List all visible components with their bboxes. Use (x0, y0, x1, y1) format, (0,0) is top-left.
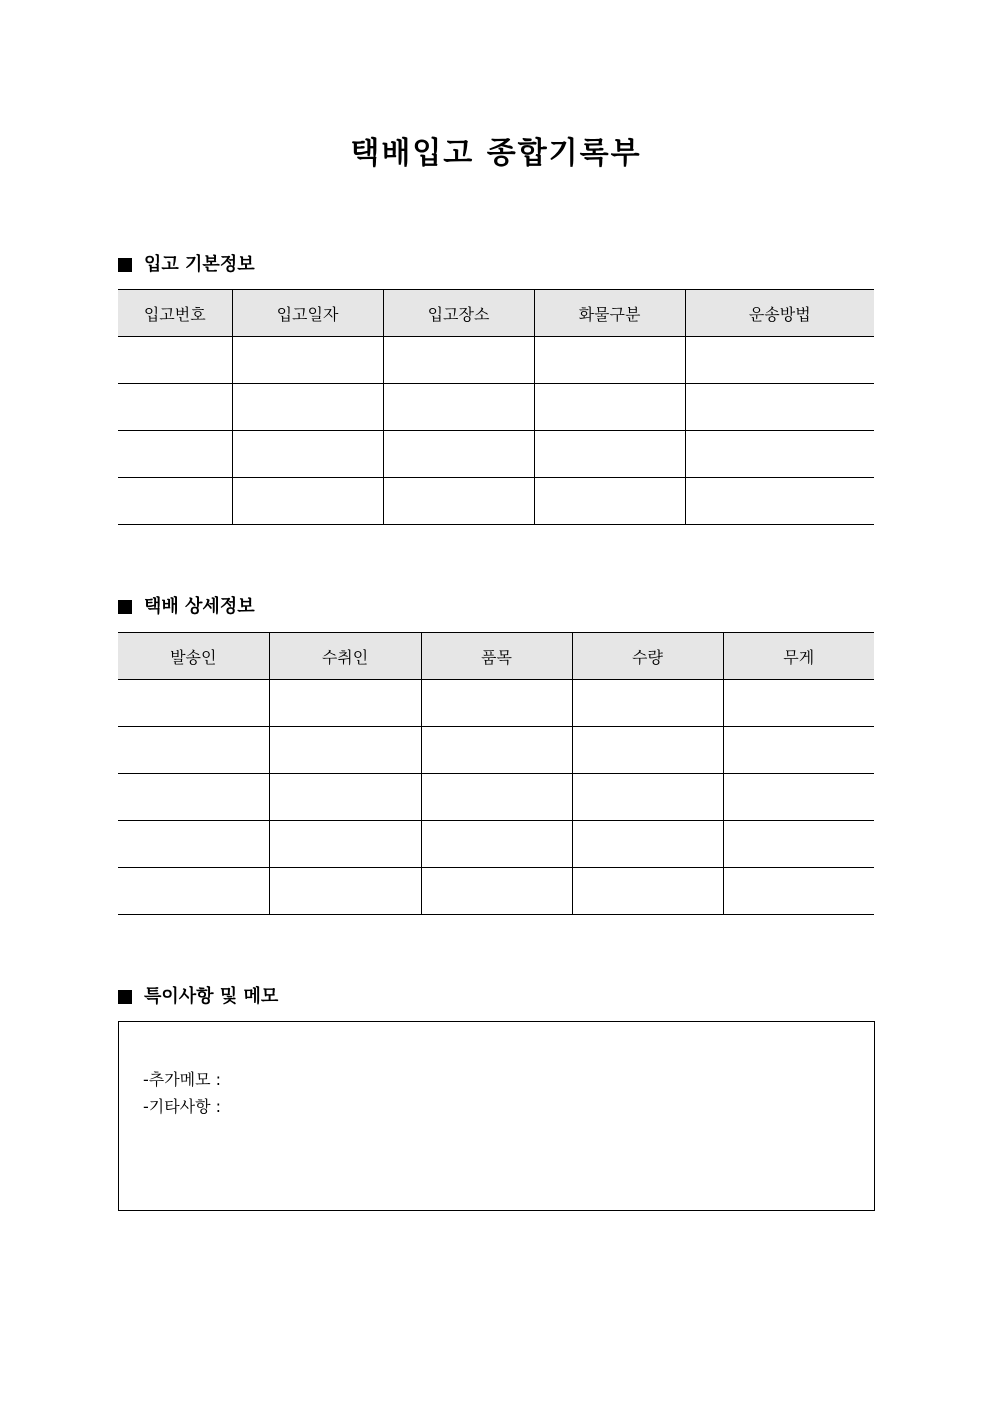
table-cell[interactable] (232, 478, 383, 525)
table-cell[interactable] (572, 774, 723, 821)
table-cell[interactable] (421, 774, 572, 821)
table-cell[interactable] (723, 774, 874, 821)
section-heading-notes-memo (118, 985, 278, 1009)
table-cell[interactable] (534, 478, 685, 525)
column-header-receipt-number: 입고번호 (118, 290, 232, 337)
table-cell[interactable] (572, 680, 723, 727)
table-cell[interactable] (685, 384, 874, 431)
table-cell[interactable] (118, 337, 232, 384)
square-bullet-icon (118, 990, 132, 1004)
table-cell[interactable] (723, 680, 874, 727)
table-row (118, 478, 874, 525)
memo-line-other-notes: -기타사항 : (143, 1097, 222, 1116)
table-cell[interactable] (383, 384, 534, 431)
table-cell[interactable] (232, 337, 383, 384)
table-cell[interactable] (534, 384, 685, 431)
section-heading-label: 택배 상세정보 (144, 596, 255, 617)
column-header-receipt-location: 입고장소 (383, 290, 534, 337)
section-heading-label: 입고 기본정보 (144, 254, 255, 275)
table-cell[interactable] (383, 478, 534, 525)
table-cell[interactable] (723, 727, 874, 774)
parcel-details-table (118, 632, 874, 915)
section-heading-parcel-details (118, 595, 255, 619)
square-bullet-icon (118, 258, 132, 272)
table-row (118, 727, 874, 774)
column-header-recipient: 수취인 (269, 633, 421, 680)
table-cell[interactable] (383, 337, 534, 384)
table-cell[interactable] (118, 774, 269, 821)
table-cell[interactable] (118, 821, 269, 868)
table-cell[interactable] (232, 384, 383, 431)
column-header-sender: 발송인 (118, 633, 269, 680)
table-cell[interactable] (421, 680, 572, 727)
table-cell[interactable] (421, 821, 572, 868)
section-heading-basic-info (118, 253, 255, 277)
table-row (118, 337, 874, 384)
section-heading-label: 특이사항 및 메모 (144, 986, 279, 1007)
table-cell[interactable] (685, 478, 874, 525)
square-bullet-icon (118, 600, 132, 614)
table-cell[interactable] (572, 821, 723, 868)
column-header-weight: 무게 (723, 633, 874, 680)
column-header-cargo-type: 화물구분 (534, 290, 685, 337)
table-cell[interactable] (118, 384, 232, 431)
table-cell[interactable] (118, 727, 269, 774)
table-row (118, 821, 874, 868)
column-header-item: 품목 (421, 633, 572, 680)
column-header-transport-method: 운송방법 (685, 290, 874, 337)
table-cell[interactable] (685, 337, 874, 384)
table-row (118, 680, 874, 727)
table-cell[interactable] (421, 727, 572, 774)
table-cell[interactable] (269, 680, 421, 727)
table-cell[interactable] (723, 868, 874, 915)
column-header-receipt-date: 입고일자 (232, 290, 383, 337)
table-row (118, 774, 874, 821)
table-cell[interactable] (534, 337, 685, 384)
table-header-row (118, 633, 874, 680)
column-header-quantity: 수량 (572, 633, 723, 680)
table-cell[interactable] (269, 868, 421, 915)
table-row (118, 868, 874, 915)
table-cell[interactable] (572, 868, 723, 915)
table-row (118, 384, 874, 431)
table-cell[interactable] (421, 868, 572, 915)
table-cell[interactable] (269, 727, 421, 774)
table-cell[interactable] (383, 431, 534, 478)
table-cell[interactable] (118, 868, 269, 915)
table-cell[interactable] (118, 680, 269, 727)
page-title: 택배입고 종합기록부 (350, 136, 642, 171)
memo-line-additional-memo: -추가메모 : (143, 1070, 222, 1089)
table-cell[interactable] (269, 821, 421, 868)
table-row (118, 431, 874, 478)
basic-info-table (118, 289, 874, 525)
table-cell[interactable] (118, 478, 232, 525)
table-cell[interactable] (269, 774, 421, 821)
table-cell[interactable] (723, 821, 874, 868)
table-cell[interactable] (572, 727, 723, 774)
table-header-row (118, 290, 874, 337)
table-cell[interactable] (232, 431, 383, 478)
table-cell[interactable] (685, 431, 874, 478)
table-cell[interactable] (534, 431, 685, 478)
table-cell[interactable] (118, 431, 232, 478)
memo-box[interactable] (118, 1021, 875, 1211)
